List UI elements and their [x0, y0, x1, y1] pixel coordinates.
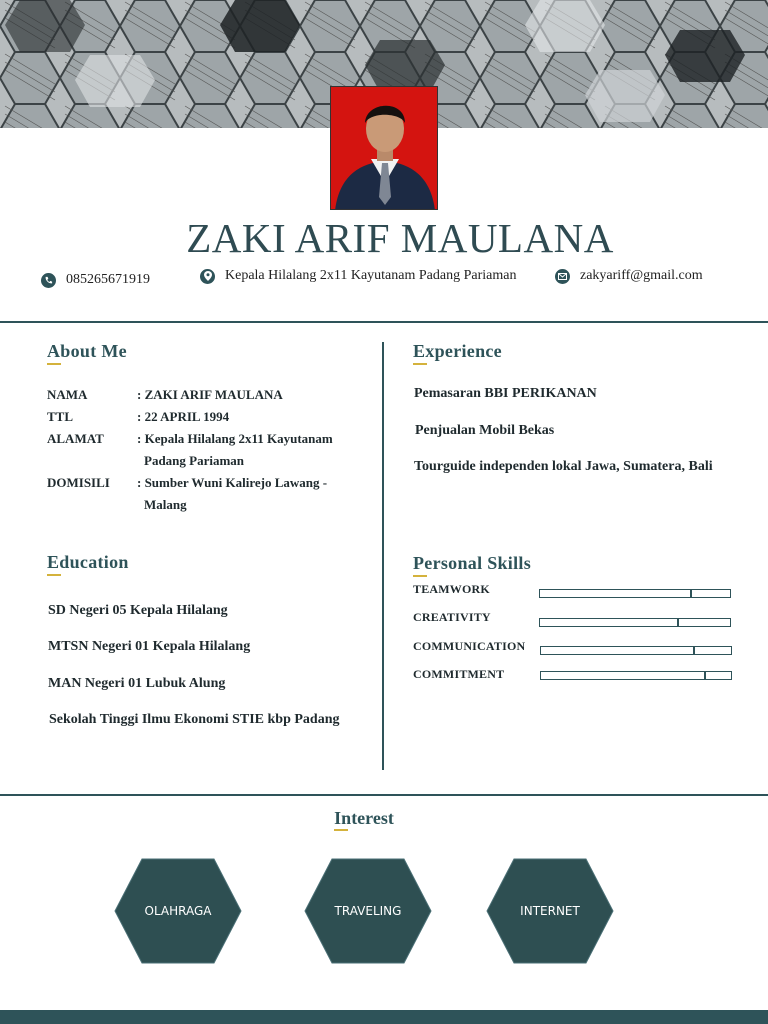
- about-row: ALAMAT : Kepala Hilalang 2x11 Kayutanam: [47, 431, 333, 446]
- about-row: NAMA : ZAKI ARIF MAULANA: [47, 387, 283, 402]
- interest-hexagon: [486, 858, 614, 964]
- experience-title: Experience: [413, 341, 502, 362]
- education-title: Education: [47, 552, 129, 573]
- skill-level-marker: [540, 619, 679, 626]
- interest-title: Interest: [0, 808, 728, 829]
- experience-item: Tourguide independen lokal Jawa, Sumatera, Bali: [414, 459, 713, 474]
- skill-bar: [540, 671, 732, 680]
- skill-label: CREATIVITY: [413, 610, 491, 624]
- about-row-continued: Malang: [144, 497, 187, 512]
- about-row-continued: Padang Pariaman: [144, 453, 245, 468]
- skill-bar: [540, 646, 732, 655]
- email-address[interactable]: zakyariff@gmail.com: [580, 268, 703, 283]
- full-name: ZAKI ARIF MAULANA: [186, 215, 614, 261]
- email-contact: [555, 268, 703, 284]
- skill-label: COMMUNICATION: [413, 639, 526, 653]
- phone-icon: [41, 273, 56, 288]
- about-title: About Me: [47, 341, 127, 362]
- location-pin-icon: [200, 269, 215, 284]
- skill-level-marker: [540, 590, 692, 597]
- education-item: Sekolah Tinggi Ilmu Ekonomi STIE kbp Padang: [49, 712, 340, 727]
- skill-level-marker: [541, 647, 695, 654]
- about-row: DOMISILI : Sumber Wuni Kalirejo Lawang -: [47, 475, 328, 490]
- education-item: SD Negeri 05 Kepala Hilalang: [48, 603, 228, 618]
- skills-title: Personal Skills: [413, 553, 531, 574]
- skill-bar: [539, 589, 731, 598]
- phone-contact: [41, 272, 150, 288]
- interest-label: OLAHRAGA: [144, 904, 212, 918]
- profile-photo: [330, 86, 438, 210]
- education-item: MTSN Negeri 01 Kepala Hilalang: [48, 639, 251, 654]
- address-text: Kepala Hilalang 2x11 Kayutanam Padang Pariaman: [225, 268, 517, 283]
- column-divider: [382, 342, 384, 770]
- about-table: [47, 384, 344, 516]
- education-item: MAN Negeri 01 Lubuk Alung: [48, 676, 226, 691]
- interest-hexagon: [114, 858, 242, 964]
- footer-bar: [0, 1010, 768, 1024]
- skill-bar: [539, 618, 731, 627]
- address-contact: [200, 268, 516, 284]
- interest-label: TRAVELING: [334, 904, 402, 918]
- skill-level-marker: [541, 672, 706, 679]
- skill-label: TEAMWORK: [413, 582, 490, 596]
- interest-hexagon: [304, 858, 432, 964]
- bottom-divider: [0, 794, 768, 796]
- top-divider: [0, 321, 768, 323]
- email-icon: [555, 269, 570, 284]
- experience-item: Pemasaran BBI PERIKANAN: [414, 386, 597, 401]
- phone-number: 085265671919: [66, 272, 150, 287]
- skill-label: COMMITMENT: [413, 667, 505, 681]
- about-row: TTL : 22 APRIL 1994: [47, 409, 230, 424]
- interest-label: INTERNET: [520, 904, 580, 918]
- experience-item: Penjualan Mobil Bekas: [415, 423, 555, 438]
